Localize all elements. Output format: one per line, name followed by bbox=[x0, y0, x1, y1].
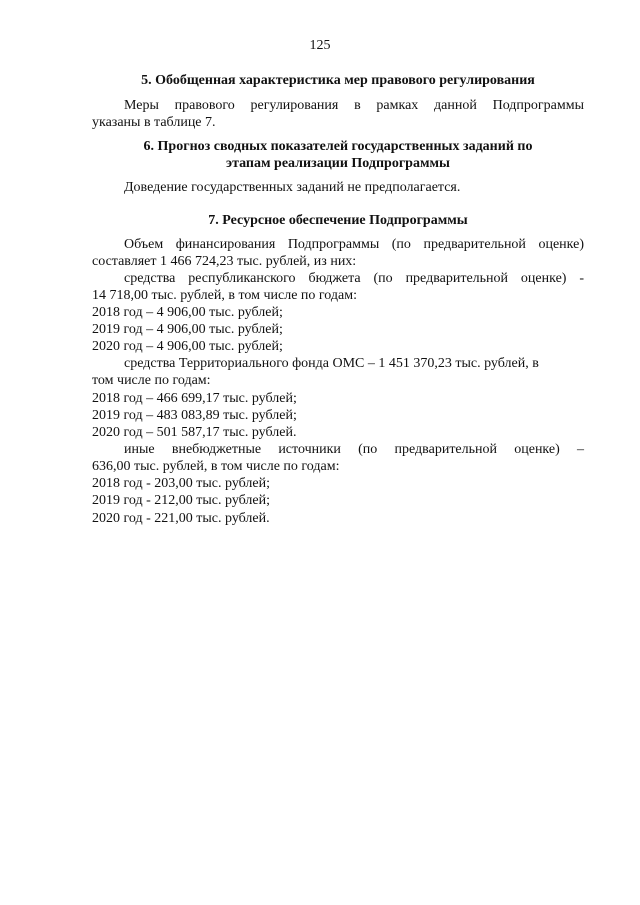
section-6-heading-line1: 6. Прогноз сводных показателей государственных заданий по bbox=[143, 139, 533, 154]
oms-fund-year-2018: 2018 год – 466 699,17 тыс. рублей; bbox=[92, 391, 297, 406]
republic-budget-line2: 14 718,00 тыс. рублей, в том числе по годам: bbox=[92, 288, 357, 303]
republic-budget-line1: средства республиканского бюджета (по предварительной оценке) - bbox=[124, 271, 584, 286]
oms-fund-year-2020: 2020 год – 501 587,17 тыс. рублей. bbox=[92, 425, 297, 440]
section-6-text: Доведение государственных заданий не предполагается. bbox=[124, 180, 461, 195]
page-number: 125 bbox=[309, 38, 331, 53]
republic-budget-year-2019: 2019 год – 4 906,00 тыс. рублей; bbox=[92, 322, 283, 337]
section-5-text-line1: Меры правового регулирования в рамках данной Подпрограммы bbox=[124, 98, 584, 113]
section-5-heading: 5. Обобщенная характеристика мер правового регулирования bbox=[141, 73, 535, 88]
total-funding-line2: составляет 1 466 724,23 тыс. рублей, из них: bbox=[92, 254, 357, 269]
extrabudgetary-line1: иные внебюджетные источники (по предварительной оценке) – bbox=[124, 442, 584, 457]
republic-budget-year-2018: 2018 год – 4 906,00 тыс. рублей; bbox=[92, 305, 283, 320]
section-6-heading-line2: этапам реализации Подпрограммы bbox=[226, 156, 450, 171]
oms-fund-year-2019: 2019 год – 483 083,89 тыс. рублей; bbox=[92, 408, 297, 423]
oms-fund-line2: том числе по годам: bbox=[92, 373, 211, 388]
oms-fund-line1: средства Территориального фонда ОМС – 1 451 370,23 тыс. рублей, в bbox=[124, 356, 539, 371]
extrabudgetary-line2: 636,00 тыс. рублей, в том числе по годам: bbox=[92, 459, 340, 474]
section-5-text-line2: указаны в таблице 7. bbox=[92, 115, 216, 130]
total-funding-line1: Объем финансирования Подпрограммы (по предварительной оценке) bbox=[124, 237, 584, 252]
extrabudgetary-year-2019: 2019 год - 212,00 тыс. рублей; bbox=[92, 493, 271, 508]
extrabudgetary-year-2018: 2018 год - 203,00 тыс. рублей; bbox=[92, 476, 271, 491]
republic-budget-year-2020: 2020 год – 4 906,00 тыс. рублей; bbox=[92, 339, 283, 354]
extrabudgetary-year-2020: 2020 год - 221,00 тыс. рублей. bbox=[92, 511, 270, 526]
section-7-heading: 7. Ресурсное обеспечение Подпрограммы bbox=[208, 213, 468, 228]
